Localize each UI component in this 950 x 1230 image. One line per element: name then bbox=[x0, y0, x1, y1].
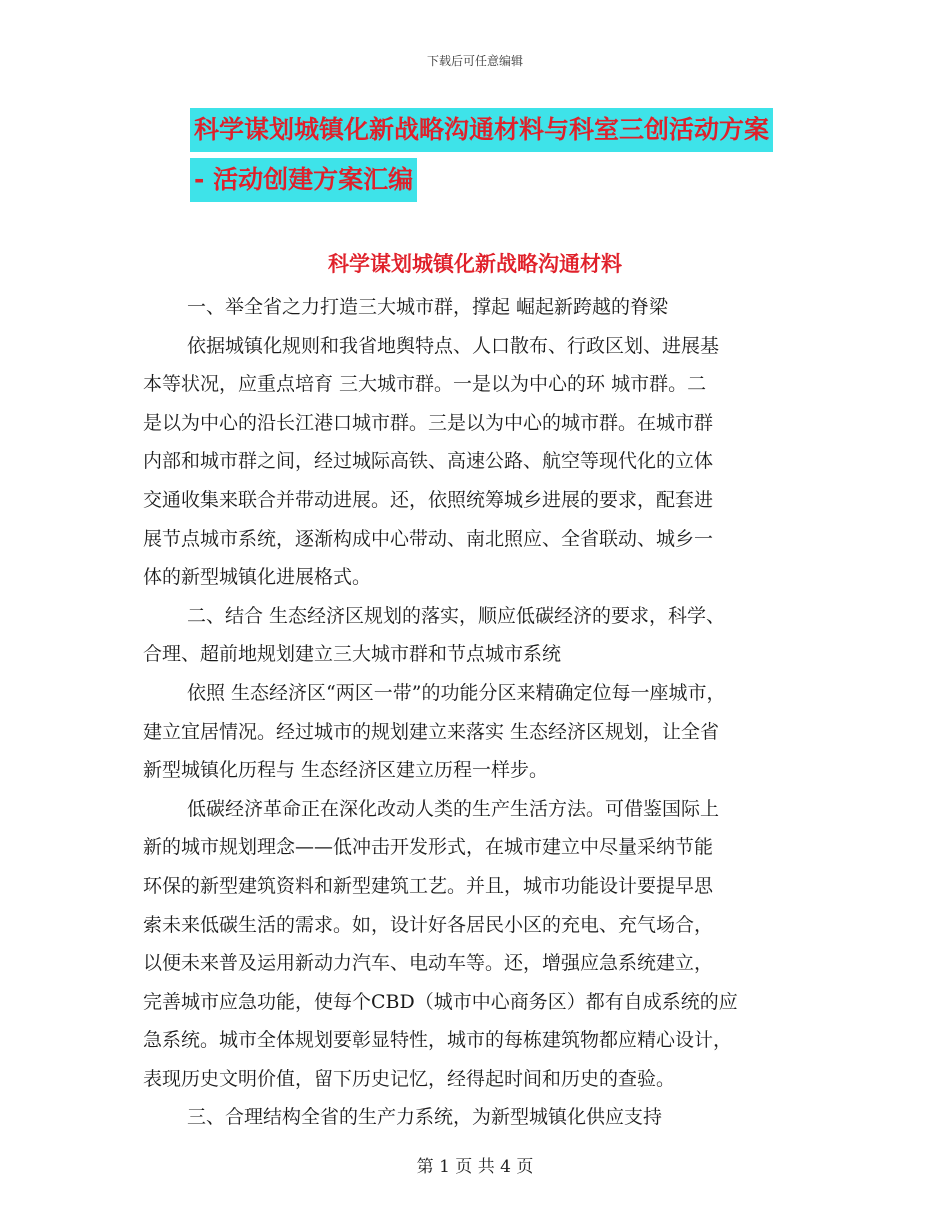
header-note: 下载后可任意编辑 bbox=[426, 54, 523, 68]
paragraph-line: 表现历史文明价值，留下历史记忆，经得起时间和历史的查验。 bbox=[143, 1067, 676, 1090]
body-text bbox=[143, 288, 803, 1137]
paragraph-line: 一、举全省之力打造三大城市群，撑起 崛起新跨越的脊梁 bbox=[187, 296, 669, 318]
paragraph-line: 交通收集来联合并带动进展。还，依照统筹城乡进展的要求，配套进 bbox=[143, 488, 714, 511]
paragraph-line: 是以为中心的沿长江港口城市群。三是以为中心的城市群。在城市群 bbox=[143, 411, 714, 434]
paragraph-line: 急系统。城市全体规划要彰显特性，城市的每栋建筑物都应精心设计， bbox=[143, 1029, 733, 1052]
page-footer: 第 1 页 共 4 页 bbox=[416, 1157, 534, 1177]
paragraph-line: 三、合理结构全省的生产力系统，为新型城镇化供应支持 bbox=[187, 1106, 663, 1129]
paragraph-line: 体的新型城镇化进展格式。 bbox=[143, 566, 372, 589]
paragraph-line: 展节点城市系统，逐渐构成中心带动、南北照应、全省联动、城乡一 bbox=[143, 527, 714, 550]
title-line-2: - 活动创建方案汇编 bbox=[190, 158, 417, 202]
paragraph-line: 依据城镇化规则和我省地舆特点、人口散布、行政区划、进展基 bbox=[187, 334, 720, 357]
paragraph-line: 建立宜居情况。经过城市的规划建立来落实 生态经济区规划，让全省 bbox=[143, 720, 720, 743]
title-line-1: 科学谋划城镇化新战略沟通材料与科室三创活动方案 bbox=[190, 108, 773, 152]
paragraph-line: 合理、超前地规划建立三大城市群和节点城市系统 bbox=[143, 643, 562, 666]
document-title bbox=[190, 108, 810, 194]
paragraph-line: 二、结合 生态经济区规划的落实，顺应低碳经济的要求，科学、 bbox=[187, 604, 726, 627]
paragraph-line: 以便未来普及运用新动力汽车、电动车等。还，增强应急系统建立， bbox=[143, 952, 714, 975]
paragraph-line: 新的城市规划理念——低冲击开发形式，在城市建立中尽量采纳节能 bbox=[143, 836, 714, 859]
paragraph-line: 低碳经济革命正在深化改动人类的生产生活方法。可借鉴国际上 bbox=[187, 797, 720, 820]
paragraph-line: 内部和城市群之间，经过城际高铁、高速公路、航空等现代化的立体 bbox=[143, 450, 714, 473]
paragraph-line: 索未来低碳生活的需求。如，设计好各居民小区的充电、充气场合， bbox=[143, 913, 714, 936]
paragraph-line: 依照 生态经济区“两区一带”的功能分区来精确定位每一座城市， bbox=[187, 681, 726, 704]
paragraph-line: 新型城镇化历程与 生态经济区建立历程一样步。 bbox=[143, 759, 549, 782]
section-heading: 科学谋划城镇化新战略沟通材料 bbox=[328, 252, 622, 276]
paragraph-line: 完善城市应急功能，使每个CBD（城市中心商务区）都有自成系统的应 bbox=[143, 990, 738, 1013]
paragraph-line: 环保的新型建筑资料和新型建筑工艺。并且，城市功能设计要提早思 bbox=[143, 874, 714, 897]
paragraph-line: 本等状况，应重点培育 三大城市群。一是以为中心的环 城市群。二 bbox=[143, 373, 707, 396]
